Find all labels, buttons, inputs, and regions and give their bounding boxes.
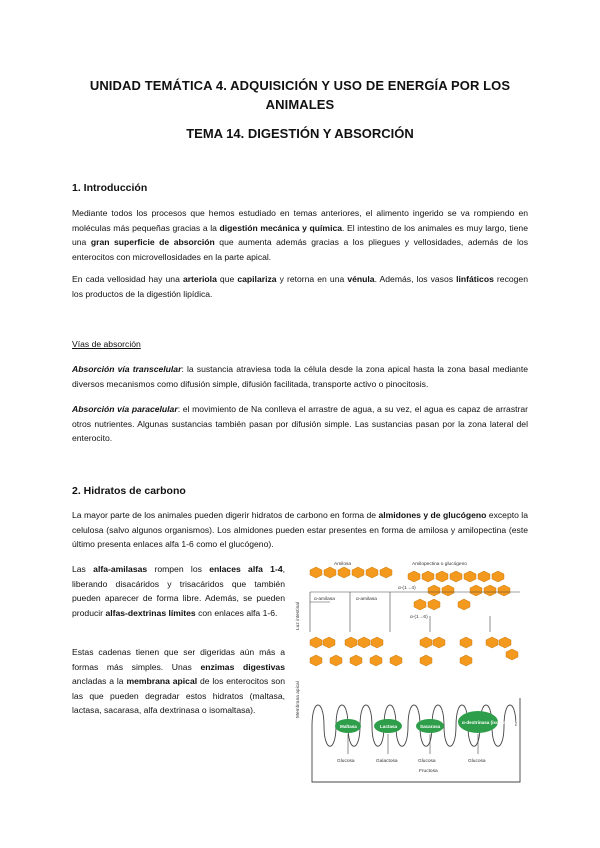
paragraph-introduccion-1: Mediante todos los procesos que hemos estudiado en temas anteriores, el alimento ingerido se va rompiendo en moléculas más pequeñas gracias a la digestión mecánica y química. El intestino de los animales es muy largo, tiene una gran superficie de absorción que aumenta además gracias a los pliegues y vellosidades, además de los enterocitos con microvellosidades en la parte apical. [72, 208, 528, 262]
oligosaccharide-products [310, 637, 518, 666]
label-glucosa-1: Glucosa [337, 759, 355, 764]
paragraph-hidratos-3: Estas cadenas tienen que ser digeridas aún más a formas más simples. Unas enzimas digestivas ancladas a la membrana apical de los enterocitos son las que pueden degradar estos hidratos (maltasa, lactasa, sacarasa, alfa dextrinasa o isomaltasa). [72, 647, 285, 716]
label-alfa-1-4: α-(1→4) [398, 586, 416, 591]
label-amilasa-2: α-amilasa [356, 597, 377, 602]
amilosa-chain [310, 567, 392, 578]
subheading-vias-absorcion: Vías de absorción [72, 339, 141, 349]
section-heading-introduccion: 1. Introducción [72, 182, 148, 194]
unit-title: UNIDAD TEMÁTICA 4. ADQUISICIÓN Y USO DE ENERGÍA POR LOS ANIMALES [89, 78, 511, 112]
paragraph-hidratos-2: Las alfa-amilasas rompen los enlaces alfa 1-4, liberando disacáridos y trisacáridos que también pueden aparecer de forma libre. Además, se pueden producir alfas-dextrinas límites con enlaces alfa 1-6. [72, 564, 285, 618]
label-glucosa-2: Glucosa [418, 759, 436, 764]
label-alfa-1-6: α-(1→6) [410, 615, 428, 620]
paragraph-hidratos-1: La mayor parte de los animales pueden digerir hidratos de carbono en forma de almidones y de glucógeno excepto la celulosa (salvo algunos organismos). Los almidones pueden estar presentes en forma de amilosa y amilopectina (este último presenta enlaces alfa 1-6 como el glucógeno). [72, 510, 528, 550]
label-maltasa: Maltasa [340, 724, 357, 729]
topic-title: TEMA 14. DIGESTIÓN Y ABSORCIÓN [186, 126, 414, 141]
paragraph-via-paracelular: Absorción vía paracelular: el movimiento de Na conlleva el arrastre de agua, a su vez, el agua es capaz de arrastrar otros nutrientes. Algunas sustancias también pasan por difusión simple. Las sustancias pasan por la zona lateral del enterocito. [72, 404, 529, 444]
carbohydrate-digestion-diagram [290, 558, 533, 793]
label-amilosa: Amilosa [334, 562, 352, 567]
enterocyte-outline [312, 698, 520, 782]
section-heading-hidratos: 2. Hidratos de carbono [72, 485, 186, 497]
label-glucosa-3: Glucosa [468, 759, 486, 764]
label-lactasa: Lactasa [380, 724, 398, 729]
label-amilopectina: Amilopectina o glucógeno [412, 562, 467, 567]
amilopectina-cluster [408, 571, 510, 610]
label-sacarasa: Sacarasa [420, 724, 441, 729]
label-luz-intestinal: Luz intestinal [296, 602, 301, 630]
label-amilasa-1: α-amilasa [314, 597, 335, 602]
absorption-arrows [348, 734, 478, 754]
paragraph-via-transcelular: Absorción vía transcelular: la sustancia atraviesa toda la célula desde la zona apical hasta la zona basal mediante diversos mecanismos como difusión simple, difusión facilitada, transporte activo o pinocitosis. [72, 364, 528, 389]
label-membrana-apical: Membrana apical [296, 681, 301, 718]
label-galactosa: Galactosa [376, 759, 398, 764]
label-fructosa: Fructosa [419, 769, 438, 774]
label-dextrinasa: α-dextrinasa (isomaltasa) [462, 720, 518, 725]
amilasa-arrows [310, 592, 520, 632]
paragraph-introduccion-2: En cada vellosidad hay una arteriola que capilariza y retorna en una vénula. Además, los vasos linfáticos recogen los productos de la digestión lipídica. [72, 274, 528, 299]
